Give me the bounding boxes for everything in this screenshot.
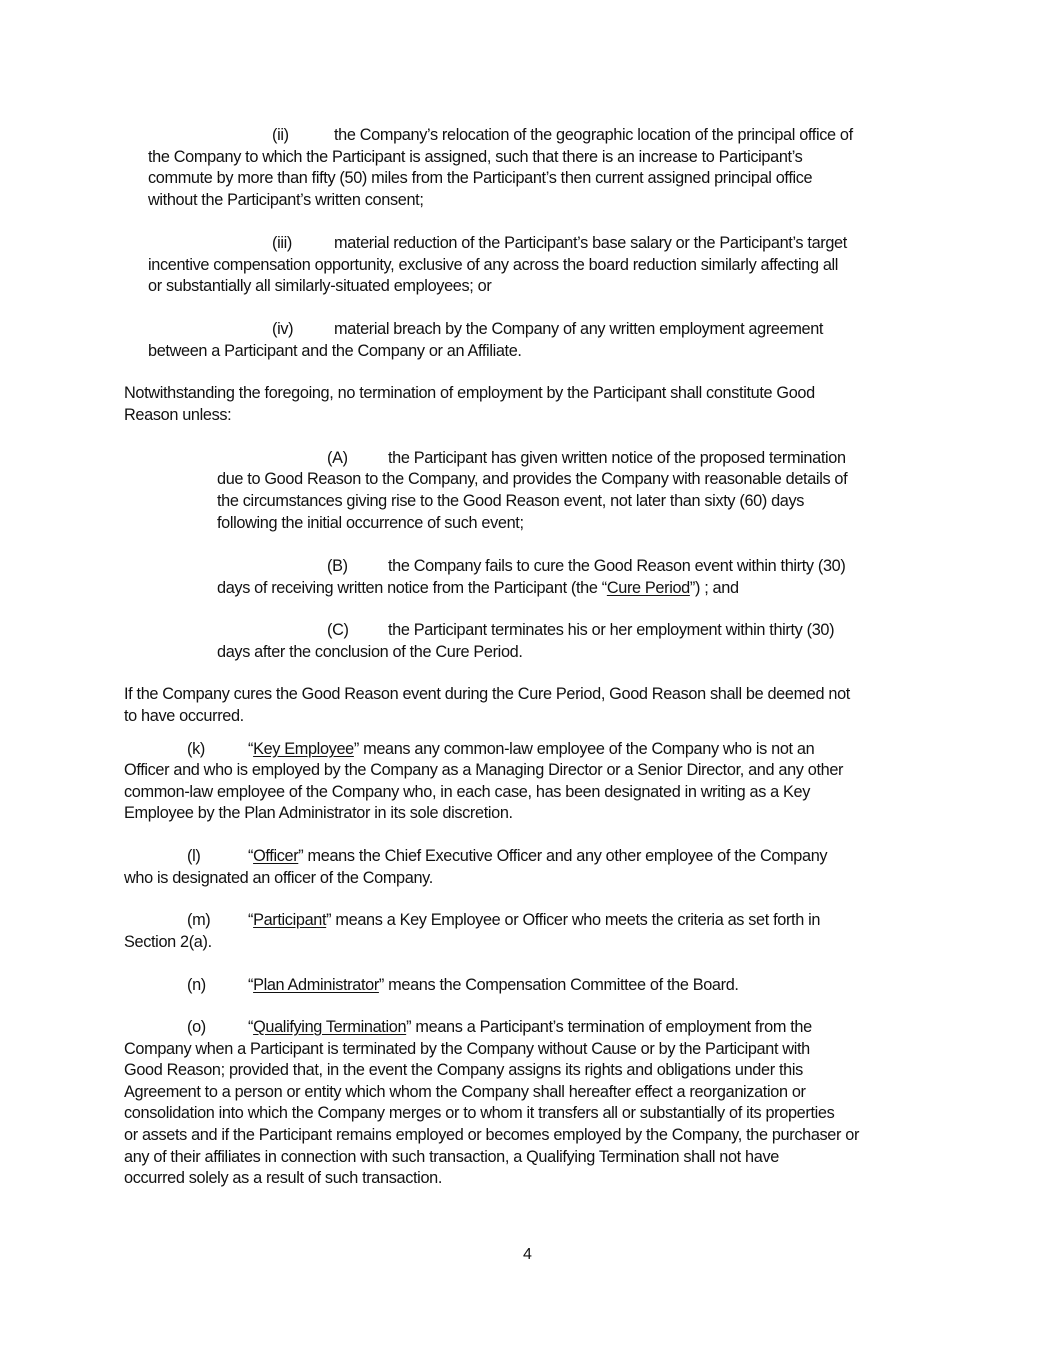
defined-term-participant: Participant xyxy=(253,911,327,929)
text-line: or assets and if the Participant remains employed or becomes employed by the Company, the purchaser or xyxy=(124,1126,860,1144)
defined-term-plan-administrator: Plan Administrator xyxy=(253,976,379,994)
clause-label: (ii) xyxy=(272,126,289,144)
clause-label: (iv) xyxy=(272,320,294,338)
text-line: Section 2(a). xyxy=(124,933,212,951)
text-line: consolidation into which the Company merges or to whom it transfers all or substantially of its properties xyxy=(124,1104,835,1122)
text-run: ” means the Chief Executive Officer and any other employee of the Company xyxy=(298,847,828,865)
text-run: ” means the Compensation Committee of the Board. xyxy=(378,976,739,994)
text-line xyxy=(217,578,739,600)
text-line xyxy=(248,846,827,868)
text-line xyxy=(248,1017,812,1039)
clause-label: (o) xyxy=(187,1018,206,1036)
text-line: or substantially all similarly-situated employees; or xyxy=(148,277,492,295)
text-line xyxy=(248,739,814,761)
text-run: ” means a Key Employee or Officer who meets the criteria as set forth in xyxy=(326,911,821,929)
text-line: If the Company cures the Good Reason event during the Cure Period, Good Reason shall be deemed not xyxy=(124,685,850,703)
text-line: following the initial occurrence of such event; xyxy=(217,514,524,532)
text-line: to have occurred. xyxy=(124,707,244,725)
defined-term-officer: Officer xyxy=(253,847,299,865)
page-number: 4 xyxy=(523,1246,532,1263)
text-line: Company when a Participant is terminated by the Company without Cause or by the Participant with xyxy=(124,1040,810,1058)
text-line: material reduction of the Participant’s base salary or the Participant’s target xyxy=(334,234,847,252)
text-line: the Participant terminates his or her employment within thirty (30) xyxy=(388,621,835,639)
text-line: the circumstances giving rise to the Good Reason event, not later than sixty (60) days xyxy=(217,492,805,510)
text-line: the Company to which the Participant is assigned, such that there is an increase to Participant’s xyxy=(148,148,803,166)
defined-term-qualifying-termination: Qualifying Termination xyxy=(253,1018,407,1036)
open-quote: “ xyxy=(248,740,254,758)
text-line: the Company fails to cure the Good Reason event within thirty (30) xyxy=(388,557,846,575)
defined-term-key-employee: Key Employee xyxy=(253,740,354,758)
text-line: who is designated an officer of the Company. xyxy=(124,869,433,887)
text-run: days of receiving written notice from the Participant (the “ xyxy=(217,579,607,597)
text-line: the Company’s relocation of the geographic location of the principal office of xyxy=(334,126,853,144)
defined-term-cure-period: Cure Period xyxy=(606,579,690,597)
open-quote: “ xyxy=(248,847,254,865)
text-line: incentive compensation opportunity, exclusive of any across the board reduction similarly affecting all xyxy=(148,256,839,274)
text-run: ”) ; and xyxy=(689,579,739,597)
open-quote: “ xyxy=(248,976,254,994)
text-line: Agreement to a person or entity which whom the Company shall hereafter effect a reorganization or xyxy=(124,1083,806,1101)
text-line: days after the conclusion of the Cure Period. xyxy=(217,643,523,661)
clause-label: (A) xyxy=(327,449,348,467)
text-line: any of their affiliates in connection with such transaction, a Qualifying Termination shall not have xyxy=(124,1148,779,1166)
text-run: ” means any common-law employee of the Company who is not an xyxy=(353,740,815,758)
text-line: material breach by the Company of any written employment agreement xyxy=(334,320,824,338)
text-line: commute by more than fifty (50) miles from the Participant’s then current assigned principal office xyxy=(148,169,813,187)
text-line: between a Participant and the Company or an Affiliate. xyxy=(148,342,522,360)
text-line xyxy=(248,910,820,932)
text-run: ” means a Participant’s termination of employment from the xyxy=(406,1018,812,1036)
open-quote: “ xyxy=(248,1018,254,1036)
text-line: Employee by the Plan Administrator in its sole discretion. xyxy=(124,804,513,822)
text-line: Reason unless: xyxy=(124,406,232,424)
text-line: due to Good Reason to the Company, and provides the Company with reasonable details of xyxy=(217,470,848,488)
open-quote: “ xyxy=(248,911,254,929)
clause-label: (C) xyxy=(327,621,349,639)
clause-label: (B) xyxy=(327,557,348,575)
text-line xyxy=(248,975,739,997)
text-line: Notwithstanding the foregoing, no termination of employment by the Participant shall constitute Good xyxy=(124,384,815,402)
text-line: occurred solely as a result of such transaction. xyxy=(124,1169,443,1187)
clause-label: (l) xyxy=(187,847,201,865)
text-line: Officer and who is employed by the Company as a Managing Director or a Senior Director, and any other xyxy=(124,761,844,779)
clause-label: (m) xyxy=(187,911,211,929)
clause-label: (k) xyxy=(187,740,205,758)
text-line: Good Reason; provided that, in the event the Company assigns its rights and obligations under this xyxy=(124,1061,803,1079)
clause-label: (iii) xyxy=(272,234,292,252)
text-line: the Participant has given written notice of the proposed termination xyxy=(388,449,846,467)
text-line: common-law employee of the Company who, in each case, has been designated in writing as a Key xyxy=(124,783,811,801)
text-line: without the Participant’s written consent; xyxy=(148,191,424,209)
clause-label: (n) xyxy=(187,976,206,994)
